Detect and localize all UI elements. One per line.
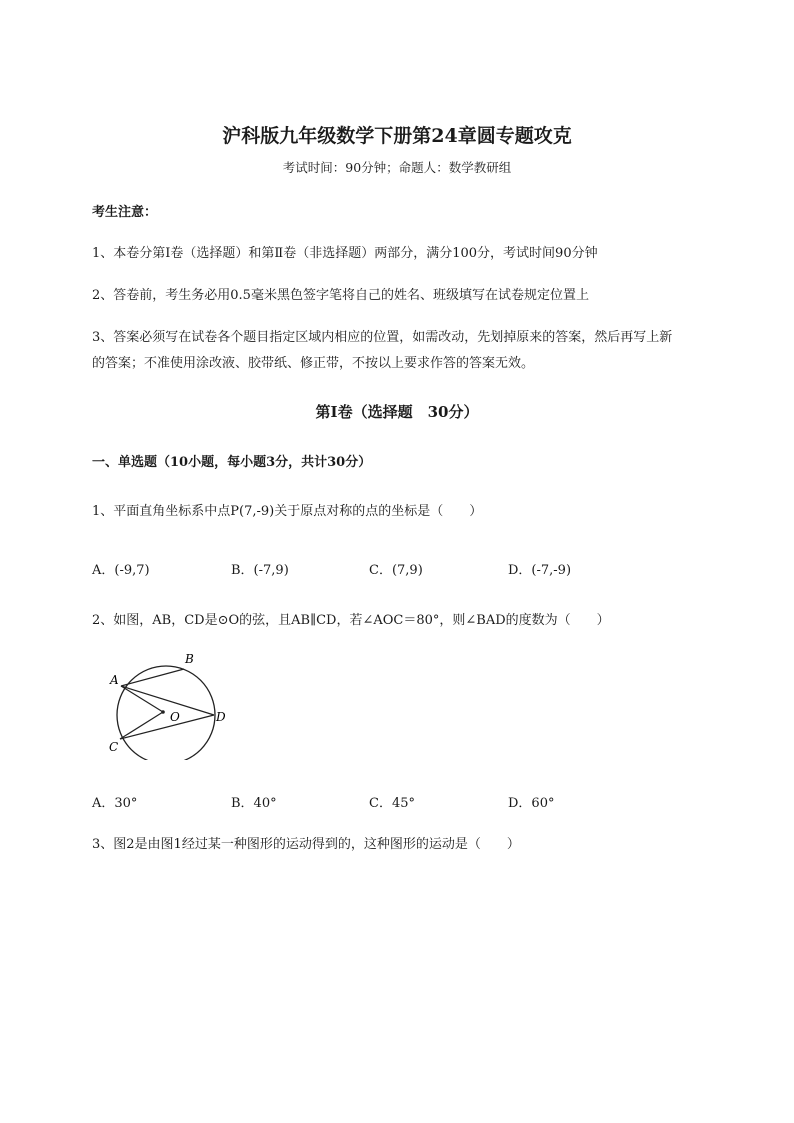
label-b: B [185,652,194,666]
question-1-text: 1、平面直角坐标系中点P(7,-9)关于原点对称的点的坐标是（ ） [92,504,483,519]
label-d: D [216,710,226,724]
exam-info: 考试时间：90分钟；命题人：数学教研组 [282,160,512,175]
question-1-option-a[interactable]: A．(-9,7) [92,563,150,578]
circle-diagram [104,650,234,760]
question-2-option-c[interactable]: C．45° [369,796,415,811]
center-point [161,710,165,714]
notice-item-3-cont: 的答案；不准使用涂改液、胶带纸、修正带，不按以上要求作答的答案无效。 [92,356,535,371]
question-1-option-b[interactable]: B．(-7,9) [231,563,289,578]
notice-item-2: 2、答卷前，考生务必用0.5毫米黑色签字笔将自己的姓名、班级填写在试卷规定位置上 [92,288,589,303]
question-1-option-c[interactable]: C．(7,9) [369,563,423,578]
label-o: O [170,710,180,724]
radius-oa [121,686,163,712]
chord-ad [121,686,214,715]
page-title: 沪科版九年级数学下册第24章圆专题攻克 [222,125,572,147]
notice-item-1: 1、本卷分第I卷（选择题）和第Ⅱ卷（非选择题）两部分，满分100分，考试时间90分钟 [92,246,598,261]
question-2-option-d[interactable]: D．60° [508,796,555,811]
circle-o [117,666,215,760]
question-2-text: 2、如图，AB，CD是⊙O的弦，且AB∥CD，若∠AOC＝80°，则∠BAD的度数为（ ） [92,613,610,628]
section-title: 第I卷（选择题 30分） [315,403,479,421]
notice-heading: 考生注意： [92,205,158,220]
question-2-option-a[interactable]: A．30° [92,796,138,811]
notice-item-3: 3、答案必须写在试卷各个题目指定区域内相应的位置，如需改动，先划掉原来的答案，然后再写上新 [92,330,673,345]
question-1-option-d[interactable]: D．(-7,-9) [508,563,572,578]
label-c: C [109,740,119,754]
radius-oc [120,712,163,739]
label-a: A [110,673,119,687]
chord-cd [120,715,214,739]
question-3-text: 3、图2是由图1经过某一种图形的运动得到的，这种图形的运动是（ ） [92,837,520,852]
part-heading: 一、单选题（10小题，每小题3分，共计30分） [92,455,372,470]
question-2-option-b[interactable]: B．40° [231,796,277,811]
chord-ab [121,669,184,686]
